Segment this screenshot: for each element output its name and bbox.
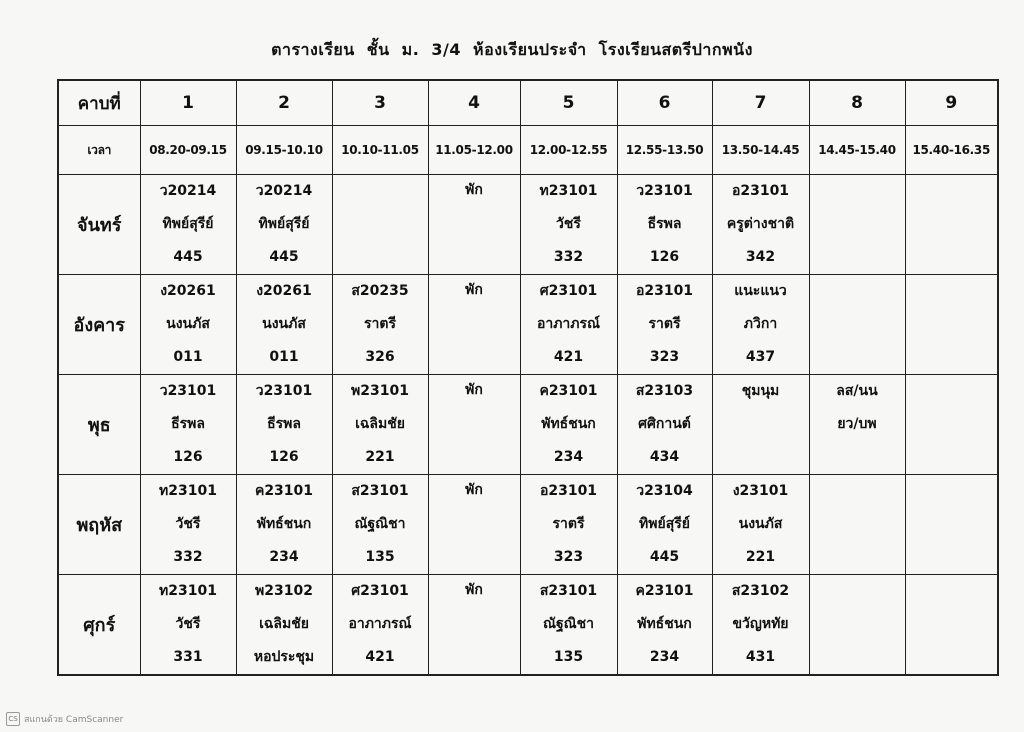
subject-code (810, 275, 905, 308)
watermark-text: สแกนด้วย CamScanner (24, 715, 124, 725)
day-name: จันทร์ (58, 175, 140, 275)
subject-code: ว23101 (636, 183, 693, 199)
teacher-name: นงนภัส (166, 316, 210, 332)
room-number: 126 (173, 449, 203, 465)
teacher-name: ภวิกา (743, 316, 778, 332)
room-number: 421 (553, 349, 584, 365)
teacher-name: ราตรี (364, 316, 396, 332)
teacher-name (810, 608, 905, 641)
break-cell (428, 575, 520, 676)
class-cell (712, 475, 809, 575)
class-cell (332, 575, 428, 676)
teacher-name: วัชรี (175, 616, 201, 632)
teacher-name: อาภาภรณ์ (348, 616, 412, 632)
subject-code: ง20261 (256, 283, 312, 299)
period-number: 2 (236, 80, 332, 126)
period-header-row (58, 80, 998, 126)
room-number: 445 (649, 549, 680, 565)
teacher-name: ราตรี (648, 316, 681, 332)
class-cell (809, 175, 905, 275)
teacher-name: เฉลิมชัย (355, 416, 405, 432)
class-cell (712, 175, 809, 275)
day-row (58, 175, 998, 275)
room-number (810, 241, 905, 274)
time-slot: 09.15-10.10 (236, 126, 332, 175)
subject-code: ศ23101 (539, 283, 598, 299)
class-cell (905, 175, 998, 275)
class-cell (140, 275, 236, 375)
subject-code: อ23101 (539, 483, 598, 499)
time-slot: 14.45-15.40 (809, 126, 905, 175)
subject-code: ส23103 (635, 383, 694, 399)
room-number (810, 541, 905, 574)
room-number: 135 (365, 549, 395, 565)
teacher-name: ธีรพล (267, 416, 301, 432)
class-cell (809, 375, 905, 475)
teacher-name: ธีรพล (171, 416, 205, 432)
room-number (810, 441, 905, 474)
day-row (58, 275, 998, 375)
room-number: 445 (173, 249, 203, 265)
subject-code: ว20214 (255, 183, 313, 199)
camscanner-icon: CS (6, 712, 20, 726)
teacher-name (810, 208, 905, 241)
room-number: 332 (173, 549, 203, 565)
class-cell (712, 375, 809, 475)
room-number: 434 (649, 449, 680, 465)
teacher-name: นงนภัส (262, 316, 306, 332)
day-row (58, 575, 998, 676)
subject-code: ส20235 (351, 283, 409, 299)
class-cell (905, 375, 998, 475)
room-number: 221 (745, 549, 776, 565)
class-cell (520, 275, 617, 375)
time-slot: 12.00-12.55 (520, 126, 617, 175)
teacher-name: วัชรี (556, 216, 581, 232)
time-slot: 08.20-09.15 (140, 126, 236, 175)
teacher-name: นงนภัส (738, 516, 783, 532)
teacher-name (906, 208, 998, 241)
subject-code: ส23101 (539, 583, 598, 599)
room-number: หอประชุม (253, 649, 315, 665)
class-cell (332, 375, 428, 475)
day-row (58, 475, 998, 575)
period-number: 6 (617, 80, 712, 126)
subject-code: ศ23101 (351, 583, 409, 599)
teacher-name: ราตรี (552, 516, 585, 532)
room-number: 342 (745, 249, 776, 265)
teacher-name: ธีรพล (647, 216, 682, 232)
teacher-name (810, 508, 905, 541)
subject-code: อ23101 (635, 283, 694, 299)
subject-code (333, 175, 428, 208)
break-cell (428, 475, 520, 575)
teacher-name: ณัฐณิชา (354, 516, 406, 532)
room-number (906, 641, 998, 674)
class-cell (712, 275, 809, 375)
class-cell (617, 275, 712, 375)
class-cell (332, 175, 428, 275)
room-number: 437 (745, 349, 776, 365)
class-cell (617, 575, 712, 676)
subject-code: ว20214 (159, 183, 217, 199)
class-cell (332, 475, 428, 575)
room-number: 011 (269, 349, 299, 365)
room-number: 332 (553, 249, 584, 265)
subject-code: ชุมนุม (741, 383, 780, 399)
period-number: 3 (332, 80, 428, 126)
time-slot: 15.40-16.35 (905, 126, 998, 175)
subject-code: อ23101 (731, 183, 790, 199)
period-number: 8 (809, 80, 905, 126)
room-number: 234 (649, 649, 680, 665)
teacher-name: ทิพย์สุรีย์ (639, 516, 690, 532)
room-number: 421 (365, 649, 395, 665)
break-label: พัก (465, 182, 483, 198)
subject-code: แนะแนว (734, 283, 787, 299)
subject-code: ค23101 (539, 383, 598, 399)
subject-code (906, 175, 998, 208)
time-slot: 12.55-13.50 (617, 126, 712, 175)
teacher-name (906, 408, 998, 441)
day-row (58, 375, 998, 475)
break-cell (428, 175, 520, 275)
teacher-name: ยว/บพ (837, 416, 877, 432)
room-number: 234 (553, 449, 584, 465)
day-name: พฤหัส (58, 475, 140, 575)
class-cell (905, 275, 998, 375)
room-number: 431 (745, 649, 776, 665)
room-number: 331 (173, 649, 203, 665)
room-number (906, 241, 998, 274)
teacher-name: พัทธ์ชนก (541, 416, 596, 432)
room-number: 135 (553, 649, 584, 665)
room-number (333, 241, 428, 274)
teacher-name: ณัฐณิชา (542, 616, 595, 632)
subject-code: ง23101 (732, 483, 789, 499)
subject-code (906, 475, 998, 508)
subject-code: ค23101 (254, 483, 314, 499)
time-label: เวลา (58, 126, 140, 175)
subject-code: ส23101 (351, 483, 409, 499)
timetable (57, 79, 999, 676)
subject-code (906, 375, 998, 408)
class-cell (520, 375, 617, 475)
teacher-name: พัทธ์ชนก (637, 616, 692, 632)
time-slot: 10.10-11.05 (332, 126, 428, 175)
day-name: ศุกร์ (58, 575, 140, 676)
class-cell (140, 575, 236, 676)
room-number (906, 541, 998, 574)
class-cell (236, 475, 332, 575)
subject-code: ว23101 (159, 383, 217, 399)
subject-code (810, 475, 905, 508)
subject-code (810, 575, 905, 608)
subject-code (906, 575, 998, 608)
subject-code: ว23101 (255, 383, 313, 399)
subject-code: ท23101 (159, 483, 217, 499)
scanner-watermark (6, 712, 123, 726)
subject-code: ท23101 (539, 183, 598, 199)
teacher-name: อาภาภรณ์ (536, 316, 601, 332)
day-name: พุธ (58, 375, 140, 475)
class-cell (617, 375, 712, 475)
room-number: 445 (269, 249, 299, 265)
teacher-name: ทิพย์สุรีย์ (162, 216, 214, 232)
room-number: 323 (553, 549, 584, 565)
class-cell (236, 175, 332, 275)
teacher-name: ทิพย์สุรีย์ (258, 216, 310, 232)
class-cell (520, 475, 617, 575)
period-number: 9 (905, 80, 998, 126)
class-cell (140, 475, 236, 575)
room-number: 221 (365, 449, 395, 465)
break-cell (428, 275, 520, 375)
subject-code: พ23102 (255, 583, 313, 599)
teacher-name: ครูต่างชาติ (726, 216, 795, 232)
break-label: พัก (465, 282, 483, 298)
room-number: 326 (365, 349, 395, 365)
teacher-name: พัทธ์ชนก (256, 516, 312, 532)
class-cell (712, 575, 809, 676)
room-number: 234 (269, 549, 299, 565)
class-cell (140, 175, 236, 275)
period-number: 5 (520, 80, 617, 126)
period-label: คาบที่ (58, 80, 140, 126)
subject-code: ลส/นน (836, 383, 878, 399)
subject-code: ง20261 (160, 283, 216, 299)
subject-code: ส23102 (731, 583, 790, 599)
subject-code (906, 275, 998, 308)
class-cell (332, 275, 428, 375)
room-number (906, 341, 998, 374)
break-cell (428, 375, 520, 475)
class-cell (809, 275, 905, 375)
time-slot: 11.05-12.00 (428, 126, 520, 175)
class-cell (809, 575, 905, 676)
class-cell (140, 375, 236, 475)
period-number: 7 (712, 80, 809, 126)
teacher-name (810, 308, 905, 341)
room-number (810, 341, 905, 374)
room-number (810, 641, 905, 674)
class-cell (236, 275, 332, 375)
teacher-name: ขวัญหทัย (732, 616, 789, 632)
class-cell (809, 475, 905, 575)
teacher-name (713, 408, 809, 441)
subject-code: ท23101 (159, 583, 217, 599)
teacher-name (906, 608, 998, 641)
teacher-name (906, 508, 998, 541)
class-cell (520, 175, 617, 275)
room-number: 323 (649, 349, 680, 365)
class-cell (520, 575, 617, 676)
teacher-name: เฉลิมชัย (259, 616, 309, 632)
room-number: 126 (269, 449, 299, 465)
room-number (906, 441, 998, 474)
room-number (713, 441, 809, 474)
class-cell (236, 575, 332, 676)
class-cell (617, 175, 712, 275)
break-label: พัก (465, 582, 483, 598)
class-cell (905, 575, 998, 676)
teacher-name (906, 308, 998, 341)
subject-code: ค23101 (635, 583, 694, 599)
teacher-name: ศศิกานต์ (638, 416, 691, 432)
time-row (58, 126, 998, 175)
subject-code: ว23104 (636, 483, 693, 499)
day-name: อังคาร (58, 275, 140, 375)
period-number: 1 (140, 80, 236, 126)
break-label: พัก (465, 382, 483, 398)
room-number: 011 (173, 349, 203, 365)
subject-code (810, 175, 905, 208)
period-number: 4 (428, 80, 520, 126)
class-cell (905, 475, 998, 575)
time-slot: 13.50-14.45 (712, 126, 809, 175)
subject-code: พ23101 (351, 383, 409, 399)
teacher-name: วัชรี (175, 516, 201, 532)
break-label: พัก (465, 482, 483, 498)
room-number: 126 (649, 249, 680, 265)
teacher-name (333, 208, 428, 241)
class-cell (236, 375, 332, 475)
page-title: ตารางเรียน ชั้น ม. 3/4 ห้องเรียนประจำ โรงเรียนสตรีปากพนัง (271, 40, 753, 59)
class-cell (617, 475, 712, 575)
